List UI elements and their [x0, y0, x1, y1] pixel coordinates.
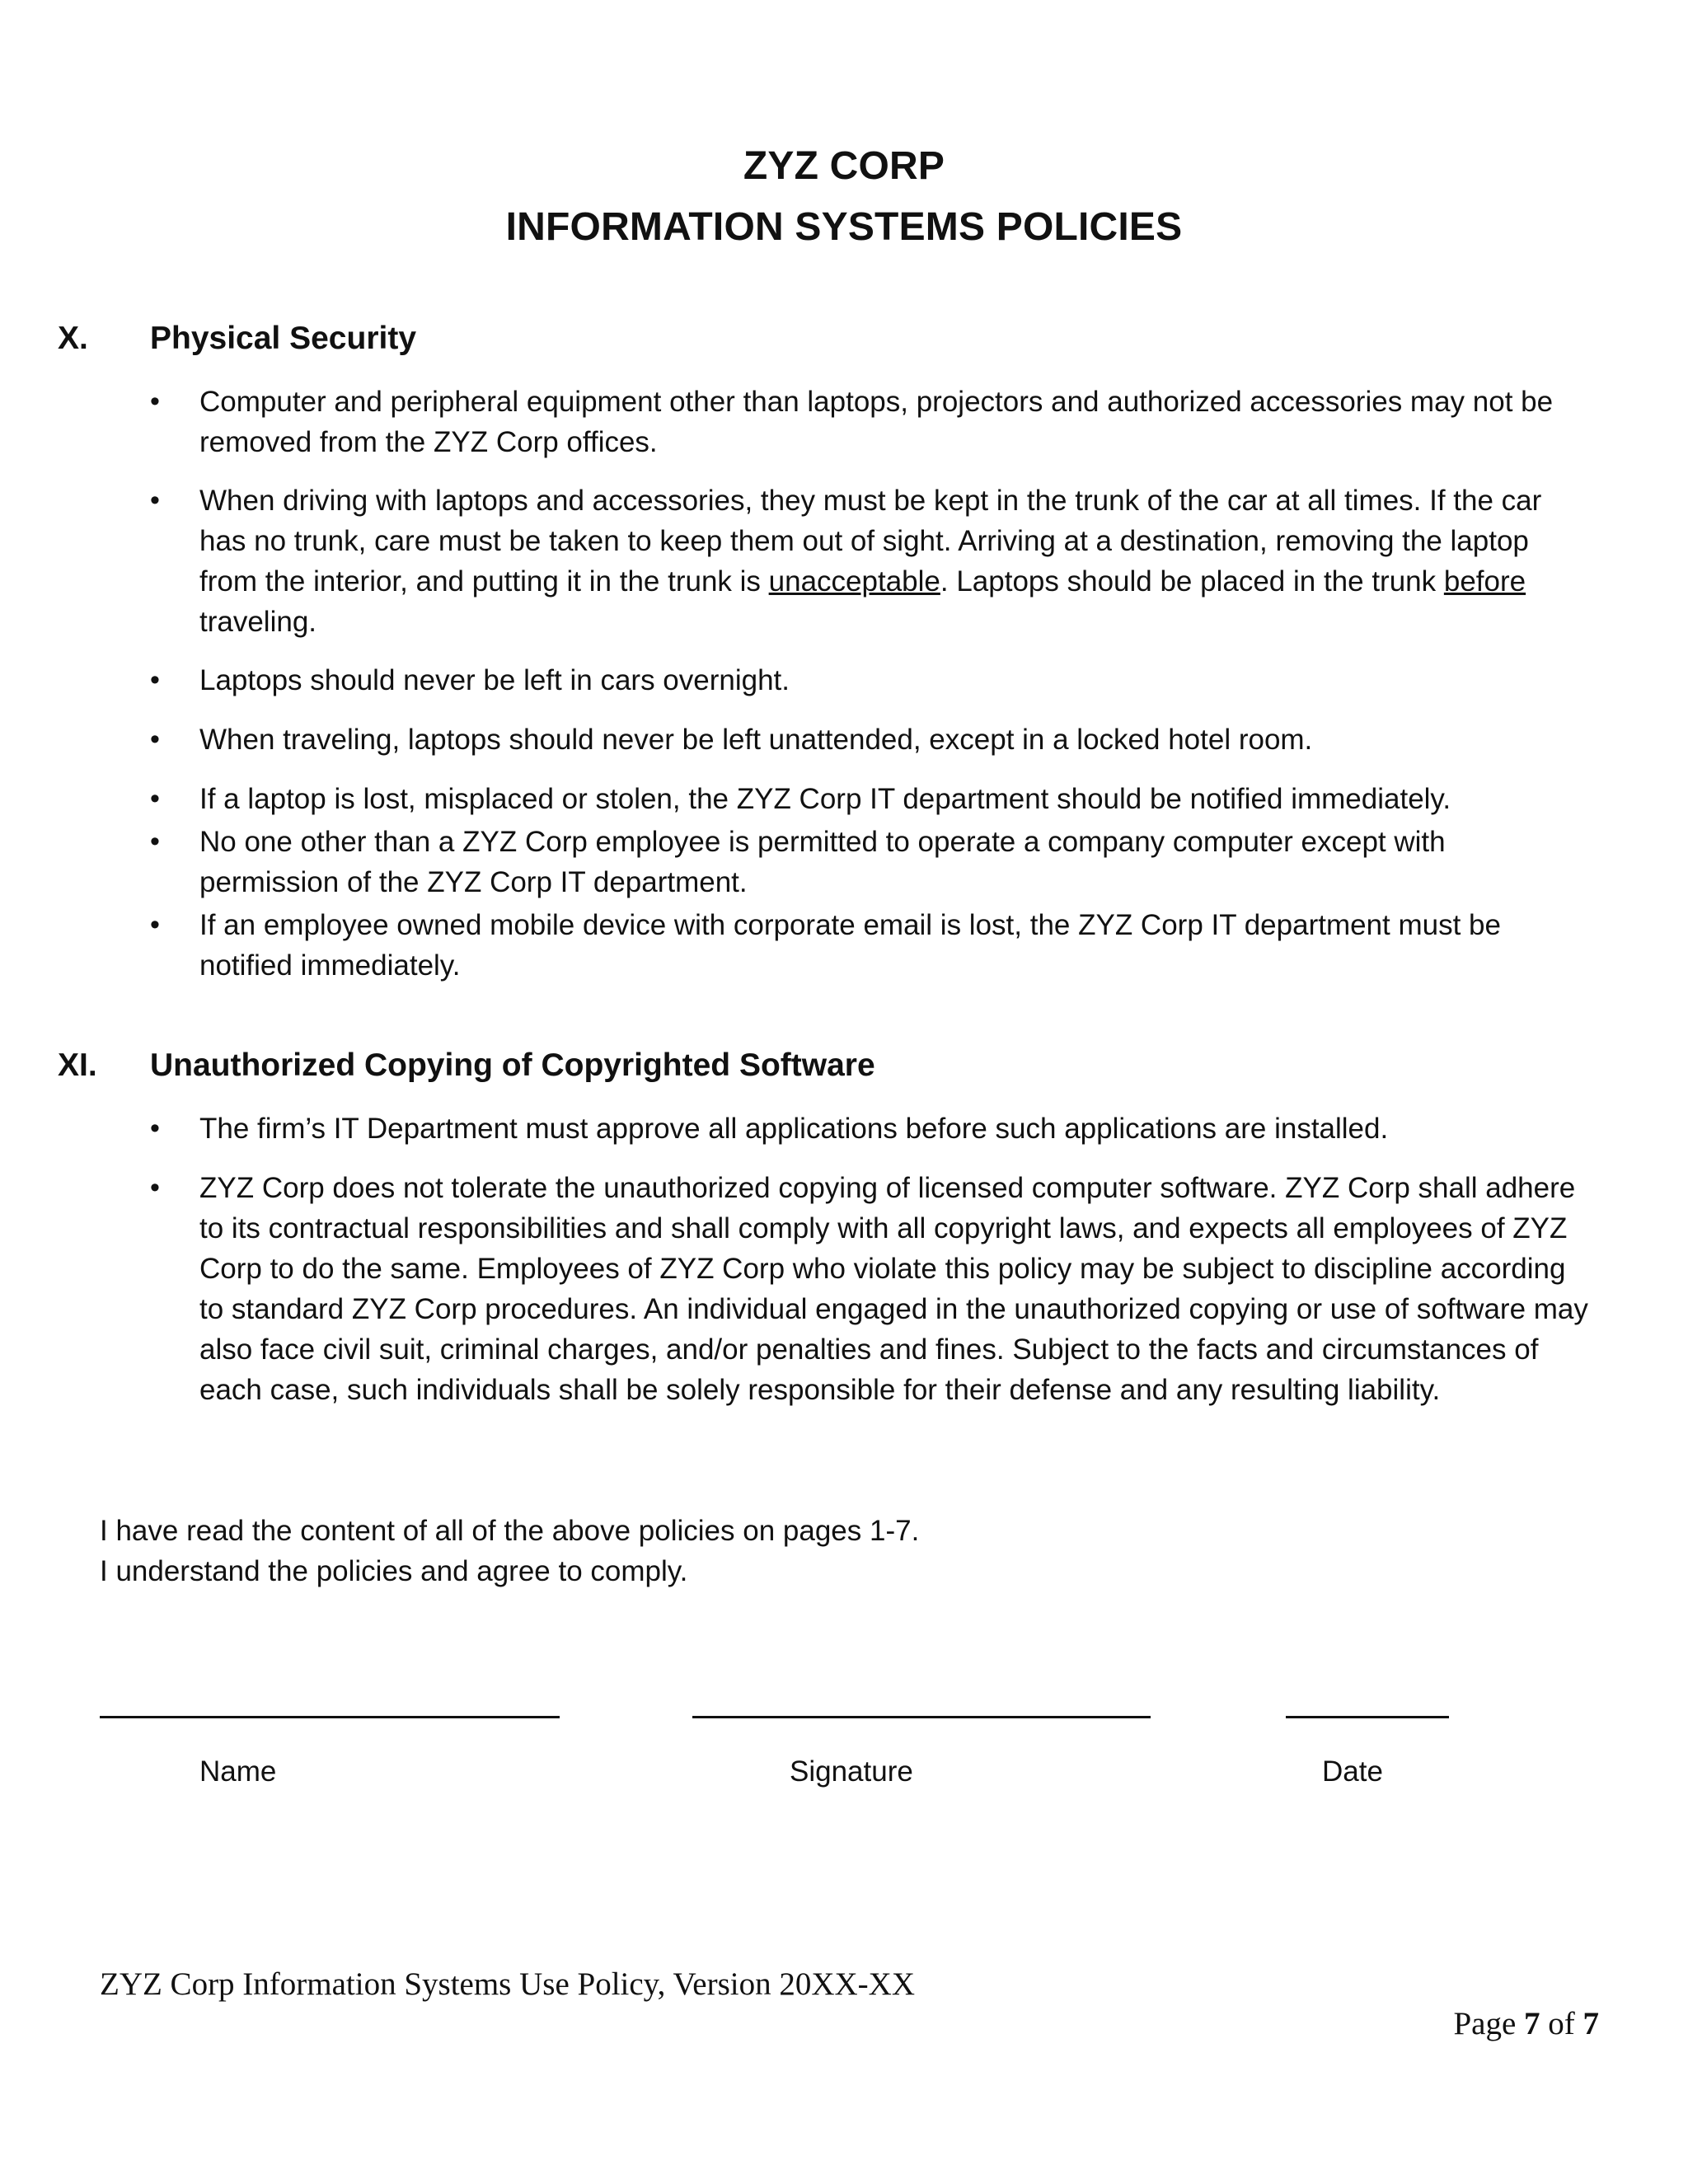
- signature-label: Signature: [790, 1755, 913, 1788]
- text-run: traveling.: [199, 606, 317, 638]
- page-separator: of: [1540, 2006, 1583, 2041]
- bullet-icon: •: [150, 909, 160, 940]
- list-item: [0, 1108, 1688, 1149]
- bullet-icon: •: [150, 724, 160, 755]
- acknowledgement-line: I understand the policies and agree to comply.: [100, 1555, 688, 1587]
- unauthorized-copying-list: [0, 1108, 1688, 1410]
- bullet-icon: •: [150, 1172, 160, 1203]
- page-current: 7: [1524, 2006, 1540, 2041]
- section-number: X.: [58, 321, 88, 356]
- list-item-text: If an employee owned mobile device with corporate email is lost, the ZYZ Corp IT department must be notified immediately.: [199, 909, 1501, 982]
- physical-security-list: [0, 382, 1688, 986]
- list-item-text: Laptops should never be left in cars overnight.: [199, 664, 790, 696]
- list-item-text: Computer and peripheral equipment other than laptops, projectors and authorized accessories may not be removed from the ZYZ Corp offices.: [199, 386, 1554, 458]
- list-item-text: ZYZ Corp does not tolerate the unauthorized copying of licensed computer software. ZYZ Corp shall adhere to its contractual responsibilities and shall comply with all copyright laws, and expects all employees of ZYZ Corp to do the same. Employees of ZYZ Corp who violate this policy may be subject to discipline according to standard ZYZ Corp procedures. An individual engaged in the unauthorized copying or use of software may also face civil suit, criminal charges, and/or penalties and fines. Subject to the facts and circumstances of each case, such individuals shall be solely responsible for their defense and any resulting liability.: [199, 1172, 1588, 1406]
- bullet-icon: •: [150, 826, 160, 857]
- bullet-icon: •: [150, 485, 160, 516]
- list-item-text: No one other than a ZYZ Corp employee is permitted to operate a company computer except with permission of the ZYZ Corp IT department.: [199, 826, 1446, 898]
- list-item: [0, 1168, 1688, 1410]
- document-title: INFORMATION SYSTEMS POLICIES: [505, 205, 1183, 249]
- bullet-icon: •: [150, 664, 160, 696]
- list-item-text: If a laptop is lost, misplaced or stolen, the ZYZ Corp IT department should be notified immediately.: [199, 783, 1451, 815]
- bullet-icon: •: [150, 386, 160, 417]
- list-item: [0, 779, 1688, 819]
- underlined-text: before: [1443, 565, 1526, 598]
- page-number: [1418, 2004, 1599, 2045]
- document-header: [0, 136, 1688, 258]
- section-title: Unauthorized Copying of Copyrighted Software: [150, 1047, 875, 1083]
- list-item-text: The firm’s IT Department must approve all applications before such applications are installed.: [199, 1113, 1389, 1145]
- company-name: ZYZ CORP: [743, 144, 945, 188]
- page-prefix: Page: [1453, 2006, 1524, 2041]
- bullet-icon: •: [150, 1113, 160, 1144]
- acknowledgement-line: I have read the content of all of the above policies on pages 1-7.: [100, 1515, 920, 1547]
- bullet-icon: •: [150, 783, 160, 814]
- footer-document-title: ZYZ Corp Information Systems Use Policy, Version 20XX-XX: [100, 1966, 915, 2002]
- list-item: [0, 480, 1688, 642]
- section-number: XI.: [58, 1047, 97, 1083]
- name-label: Name: [199, 1755, 277, 1788]
- list-item-text: When traveling, laptops should never be left unattended, except in a locked hotel room.: [199, 724, 1313, 756]
- list-item: [0, 660, 1688, 701]
- list-item-text: [199, 480, 1592, 642]
- section-title: Physical Security: [150, 321, 417, 356]
- list-item: [0, 382, 1688, 462]
- page-total: 7: [1582, 2006, 1599, 2041]
- list-item: [0, 905, 1688, 986]
- list-item: [0, 822, 1688, 902]
- text-run: . Laptops should be placed in the trunk: [940, 565, 1444, 598]
- list-item: [0, 719, 1688, 760]
- date-label: Date: [1322, 1755, 1383, 1788]
- underlined-text: unacceptable: [768, 565, 940, 598]
- signature-line[interactable]: [692, 1716, 1151, 1718]
- acknowledgement: [100, 1511, 919, 1591]
- text-run: When driving with laptops and accessories, they must be kept in the trunk of the car at all times. If the car has no trunk, care must be taken to keep them out of sight. Arriving at a destination, removing the laptop from the interior, and putting it in the trunk is: [199, 485, 1542, 598]
- date-signature-line[interactable]: [1286, 1716, 1449, 1718]
- name-signature-line[interactable]: [100, 1716, 560, 1718]
